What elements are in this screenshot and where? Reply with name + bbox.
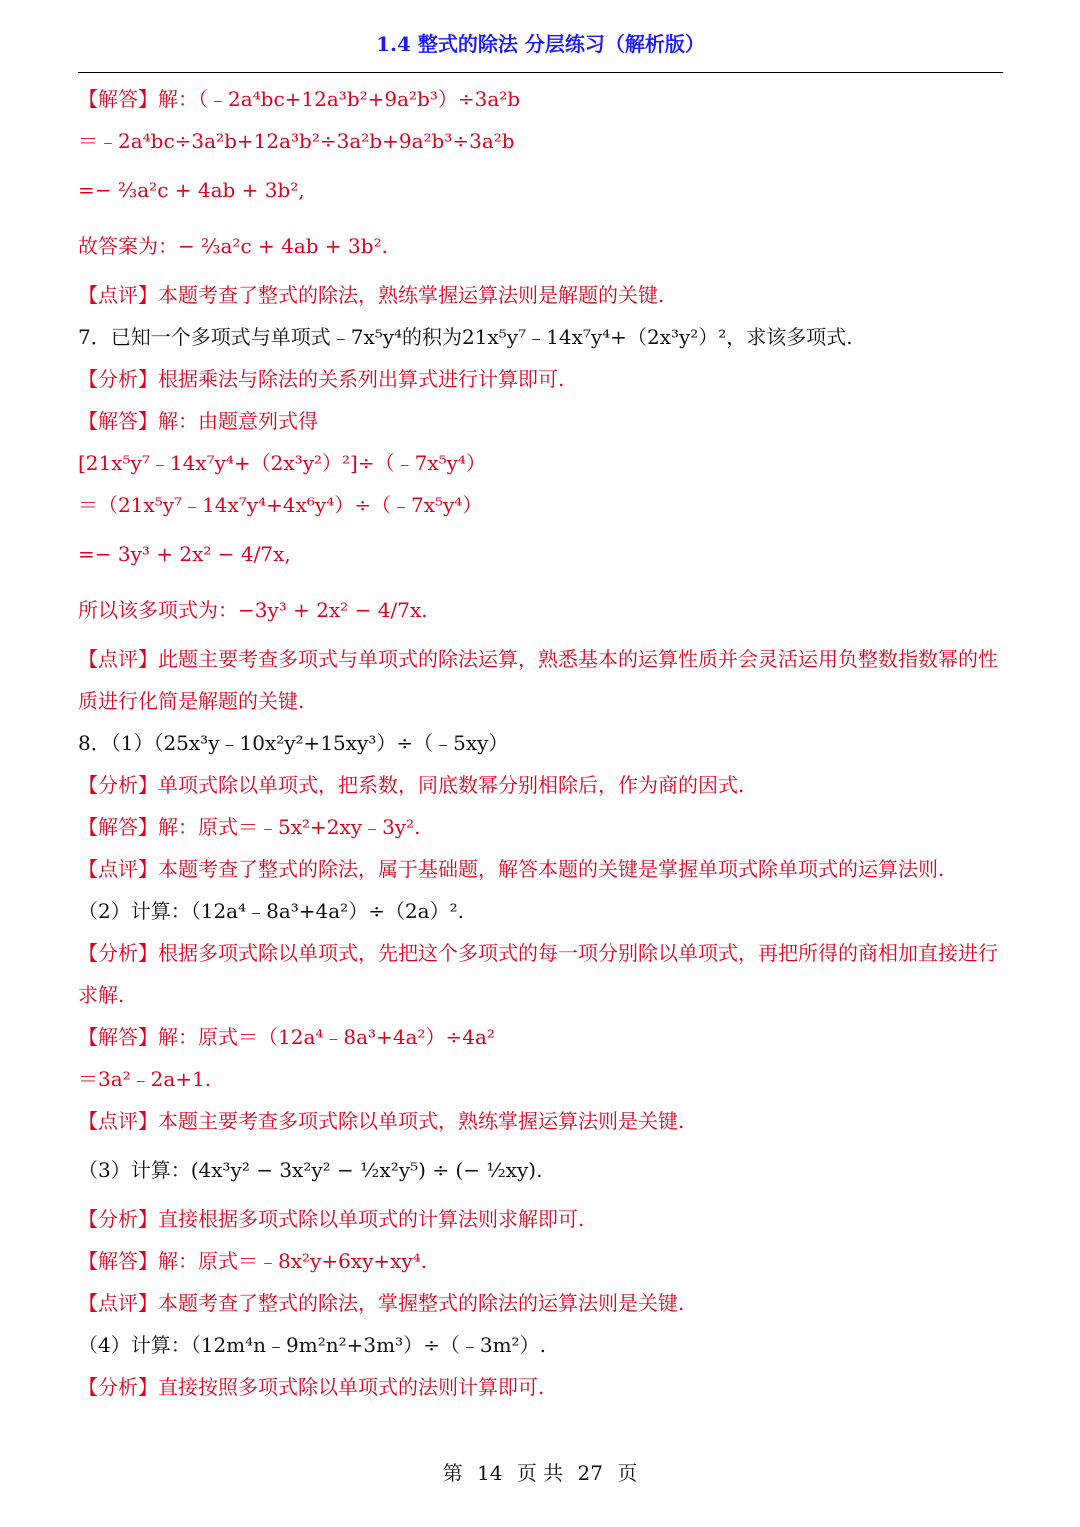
text-line: =− ⅔a²c + 4ab + 3b²,: [78, 178, 305, 202]
text-line: 所以该多项式为：−3y³ + 2x² − 4/7x.: [78, 598, 428, 622]
text-line: 【点评】本题考查了整式的除法，属于基础题，解答本题的关键是掌握单项式除单项式的运算法则.: [78, 857, 945, 881]
footer-prefix: 第: [442, 1461, 463, 1485]
page-header-title: 1.4 整式的除法 分层练习（解析版）: [376, 32, 705, 56]
text-line: 【解答】解：原式＝﹣8x²y+6xy+xy⁴.: [78, 1249, 428, 1273]
text-line: 8．（1）（25x³y﹣10x²y²+15xy³）÷（﹣5xy）: [78, 731, 509, 755]
text-line: 【分析】直接根据多项式除以单项式的计算法则求解即可.: [78, 1207, 585, 1231]
footer-middle: 页 共: [516, 1461, 564, 1485]
text-line: 7．已知一个多项式与单项式﹣7x⁵y⁴的积为21x⁵y⁷﹣14x⁷y⁴+（2x³y²）²，求该多项式.: [78, 325, 853, 349]
text-line: 【解答】解：原式＝（12a⁴﹣8a³+4a²）÷4a²: [78, 1025, 495, 1049]
header-divider: [78, 72, 1003, 73]
text-line: 【分析】直接按照多项式除以单项式的法则计算即可.: [78, 1375, 545, 1399]
text-line: ＝﹣2a⁴bc÷3a²b+12a³b²÷3a²b+9a²b³÷3a²b: [78, 129, 515, 153]
text-line: 【分析】单项式除以单项式，把系数，同底数幂分别相除后，作为商的因式.: [78, 773, 745, 797]
text-line: 【分析】根据乘法与除法的关系列出算式进行计算即可.: [78, 367, 565, 391]
text-line: 【解答】解：（﹣2a⁴bc+12a³b²+9a²b³）÷3a²b: [78, 87, 521, 111]
page-footer: [0, 1458, 1080, 1488]
text-line: 【点评】本题考查了整式的除法，熟练掌握运算法则是解题的关键.: [78, 283, 665, 307]
text-line: 【解答】解：由题意列式得: [78, 409, 318, 433]
text-line: 【解答】解：原式＝﹣5x²+2xy﹣3y².: [78, 815, 421, 839]
text-line: 【分析】根据多项式除以单项式，先把这个多项式的每一项分别除以单项式，再把所得的商相加直接进行求解.: [78, 941, 998, 1007]
content-body: [78, 78, 1006, 1408]
text-line: （4）计算：（12m⁴n﹣9m²n²+3m³）÷（﹣3m²）.: [78, 1333, 546, 1357]
text-line: =− 3y³ + 2x² − 4/7x,: [78, 542, 291, 566]
text-line: 故答案为：− ⅔a²c + 4ab + 3b².: [78, 234, 388, 258]
footer-suffix: 页: [617, 1461, 638, 1485]
footer-page-number: 14: [477, 1461, 503, 1485]
text-line: 【点评】本题主要考查多项式除以单项式，熟练掌握运算法则是关键.: [78, 1109, 685, 1133]
text-line: 【点评】本题考查了整式的除法，掌握整式的除法的运算法则是关键.: [78, 1291, 685, 1315]
text-line: [21x⁵y⁷﹣14x⁷y⁴+（2x³y²）²]÷（﹣7x⁵y⁴）: [78, 451, 486, 475]
footer-total-pages: 27: [577, 1461, 603, 1485]
text-line: （2）计算：（12a⁴﹣8a³+4a²）÷（2a）².: [78, 899, 464, 923]
text-line: （3）计算：(4x³y² − 3x²y² − ½x²y⁵) ÷ (− ½xy).: [78, 1158, 543, 1182]
text-line: ＝3a²﹣2a+1.: [78, 1067, 212, 1091]
text-line: 【点评】此题主要考查多项式与单项式的除法运算，熟悉基本的运算性质并会灵活运用负整数指数幂的性质进行化简是解题的关键.: [78, 647, 998, 713]
text-line: ＝（21x⁵y⁷﹣14x⁷y⁴+4x⁶y⁴）÷（﹣7x⁵y⁴）: [78, 493, 483, 517]
